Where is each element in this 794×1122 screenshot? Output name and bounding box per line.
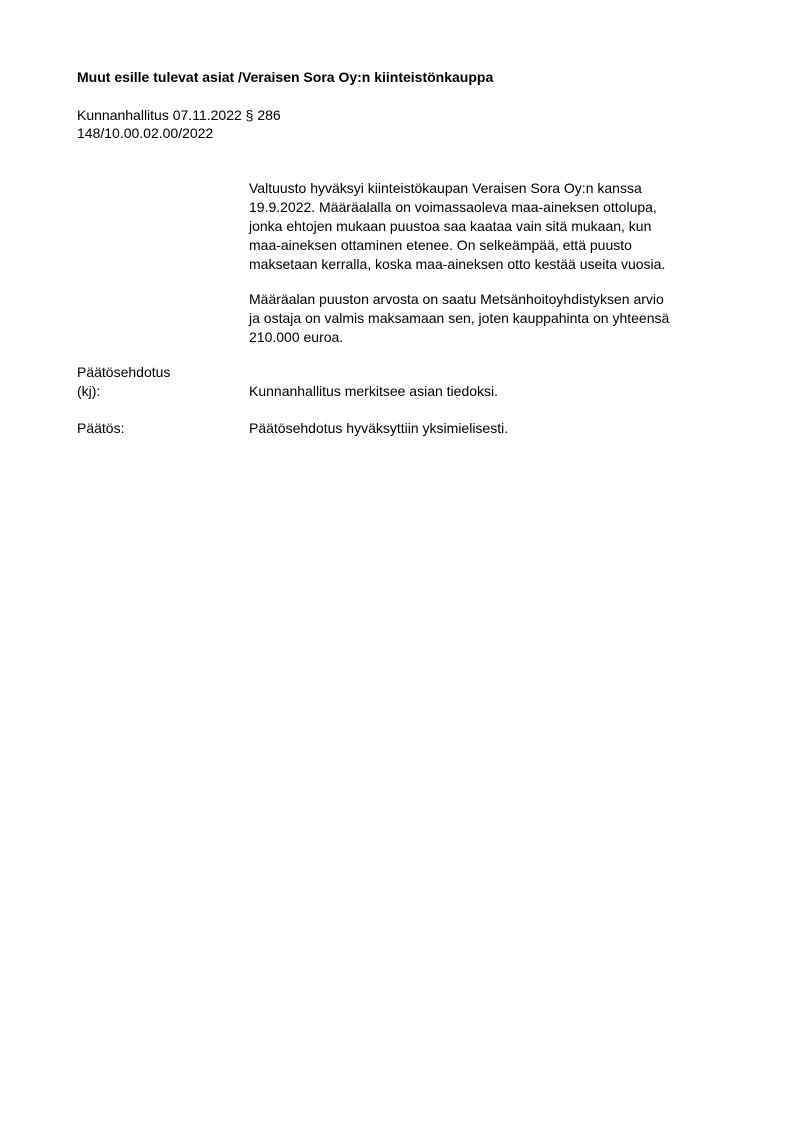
- decision-label: Päätös:: [77, 420, 125, 436]
- document-title: Muut esille tulevat asiat /Veraisen Sora Oy:n kiinteistönkauppa: [77, 69, 494, 85]
- proposal-text: [249, 382, 729, 401]
- paragraph-line: Määräalan puuston arvosta on saatu Metsänhoitoyhdistyksen arvio: [249, 291, 664, 307]
- proposal-label: Päätösehdotus: [77, 364, 171, 380]
- paragraph-background: [249, 179, 729, 274]
- decision-text: [249, 419, 729, 438]
- paragraph-line: maa-aineksen ottaminen etenee. On selkeämpää, että puusto: [249, 237, 632, 253]
- paragraph-valuation: [249, 290, 729, 347]
- decision-text-line: Päätösehdotus hyväksyttiin yksimielisesti.: [249, 420, 509, 436]
- paragraph-line: ja ostaja on valmis maksamaan sen, joten kauppahinta on yhteensä: [249, 310, 670, 326]
- reference-number: 148/10.00.02.00/2022: [77, 125, 214, 141]
- proposal-text-line: Kunnanhallitus merkitsee asian tiedoksi.: [249, 383, 499, 399]
- paragraph-line: jonka ehtojen mukaan puustoa saa kaataa vain sitä mukaan, kun: [249, 218, 652, 234]
- proposal-label-suffix: (kj):: [77, 383, 101, 399]
- paragraph-line: 210.000 euroa.: [249, 329, 344, 345]
- paragraph-line: Valtuusto hyväksyi kiinteistökaupan Veraisen Sora Oy:n kanssa: [249, 180, 642, 196]
- meeting-line: Kunnanhallitus 07.11.2022 § 286: [77, 107, 281, 123]
- paragraph-line: 19.9.2022. Määräalalla on voimassaoleva maa-aineksen ottolupa,: [249, 199, 657, 215]
- paragraph-line: maksetaan kerralla, koska maa-aineksen otto kestää useita vuosia.: [249, 256, 666, 272]
